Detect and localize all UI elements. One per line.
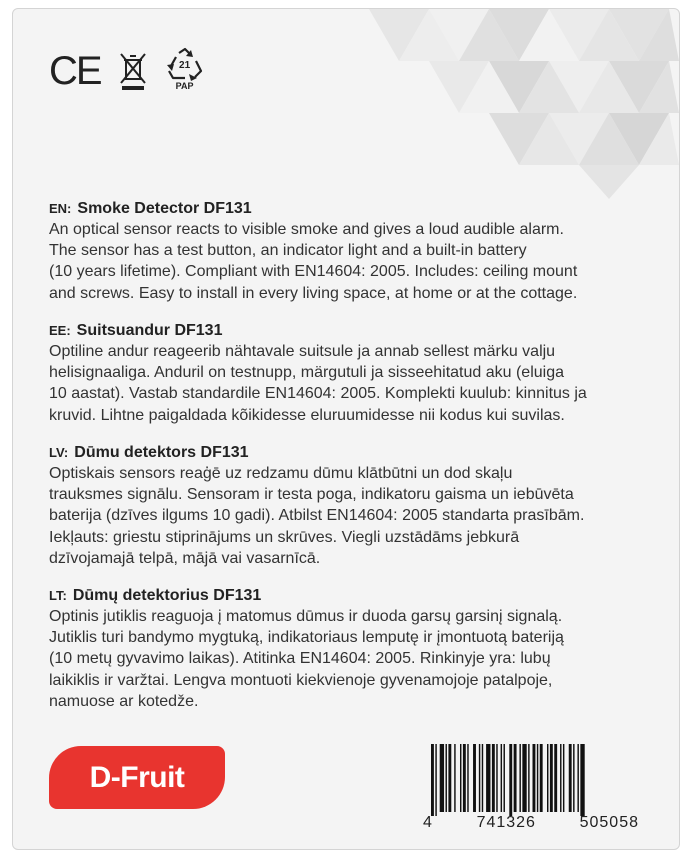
language-code: LT:	[49, 588, 67, 603]
barcode-digits	[423, 814, 639, 832]
barcode-bar	[479, 744, 480, 812]
barcode-bar	[486, 744, 490, 812]
section-title: Dūmų detektorius DF131	[72, 587, 262, 604]
barcode-bar	[580, 744, 584, 816]
recycle-number: 21	[179, 60, 191, 71]
language-code: LV:	[49, 445, 69, 460]
crossed-bin-icon	[119, 51, 147, 91]
ce-mark: CE	[49, 49, 101, 93]
section-title: Dūmu detektors DF131	[74, 444, 249, 461]
brand-logo-text: D-Fruit	[89, 760, 185, 794]
section-body: Optiskais sensors reaģē uz redzamu dūmu klātbūtni un dod skaļu trauksmes signālu. Sensoram ir testa poga, indikatoru gaisma un iebūvēta baterija (dzīves ilgums 10 gadi). Atbilst EN14604: 2005 standarta prasībām. Iekļauts: griestu stiprinājums un skrūves. Viegli uzstādāms jebkurā dzīvojamajā telpā, mājā vai vasarnīcā.	[49, 465, 585, 567]
section-ee	[49, 321, 649, 426]
section-heading	[49, 199, 649, 219]
barcode-bar	[440, 744, 444, 812]
barcode-digits-right: 505058	[579, 814, 639, 831]
barcode-bar	[473, 744, 476, 812]
triangle-pattern	[13, 9, 679, 199]
barcode-bar	[528, 744, 529, 812]
barcode-bar	[496, 744, 497, 812]
certification-marks	[49, 47, 205, 91]
section-title: Smoke Detector DF131	[77, 200, 252, 217]
section-lt	[49, 586, 649, 712]
section-body: Optinis jutiklis reaguoja į matomus dūmus ir duoda garsų garsinį signalą. Jutiklis turi bandymo mygtuką, indikatoriaus lemputę ir įmontuotą bateriją (10 metų gyvavimo laikas). Atitinka EN14604: 2005. Rinkinyje yra: lubų laikiklis ir varžtai. Lengva montuoti kiekvienoje gyvenamojoje patalpoje, namuose ar kotedže.	[49, 608, 564, 710]
recycle-mark	[165, 47, 205, 91]
barcode-bar	[504, 744, 505, 812]
barcode-bar	[448, 744, 451, 812]
barcode-bar	[540, 744, 543, 812]
barcode-bar	[482, 744, 483, 812]
barcode-bar	[514, 744, 517, 812]
barcode-bar	[431, 744, 434, 816]
barcode-bar	[492, 744, 495, 812]
section-heading	[49, 443, 649, 463]
barcode-bar	[533, 744, 536, 812]
barcode-bar	[446, 744, 447, 812]
barcode-bar	[463, 744, 466, 812]
barcode-bar	[435, 744, 436, 816]
barcode-bar	[554, 744, 557, 812]
section-heading	[49, 321, 649, 341]
barcode-bar	[501, 744, 502, 812]
section-body: An optical sensor reacts to visible smoke and gives a loud audible alarm. The sensor has a test button, an indicator light and a built-in battery (10 years lifetime). Compliant with EN14604: 2005. Includes: ceiling mount and screws. Easy to install in every living space, at home or at the cottage.	[49, 221, 578, 302]
section-lv	[49, 443, 649, 569]
barcode-bar	[454, 744, 455, 812]
barcode-bar	[577, 744, 578, 812]
barcode-bar	[560, 744, 561, 812]
barcode-bar	[537, 744, 538, 812]
barcode-bar	[569, 744, 572, 812]
recycle-label: PAP	[175, 81, 194, 91]
section-title: Suitsuandur DF131	[76, 322, 223, 339]
section-heading	[49, 586, 649, 606]
barcode-bar	[460, 744, 461, 812]
barcode-bar	[519, 744, 520, 812]
section-body: Optiline andur reageerib nähtavale suitsule ja annab sellest märku valju helisignaaliga. Anduril on testnupp, märgutuli ja sisseehitatud aku (eluiga 10 aastat). Vastab standardile EN14604: 2005. Komplekti kuulub: kinnitus ja kruvid. Lihtne paigaldada kõikidesse eluruumidesse nii kodus kui suvilas.	[49, 343, 587, 424]
section-en	[49, 199, 649, 304]
language-code: EN:	[49, 201, 72, 216]
barcode-digit-prefix: 4	[423, 814, 433, 831]
barcode-bar	[467, 744, 468, 812]
barcode	[423, 744, 639, 844]
brand-logo	[49, 746, 225, 809]
package-back	[12, 8, 680, 850]
barcode-bar	[509, 744, 512, 816]
barcode-bars	[427, 744, 639, 816]
barcode-bar	[547, 744, 548, 812]
language-code: EE:	[49, 323, 71, 338]
barcode-bar	[550, 744, 553, 812]
barcode-bar	[563, 744, 564, 812]
barcode-digits-left: 741326	[476, 814, 536, 831]
barcode-bar	[522, 744, 526, 812]
barcode-bar	[573, 744, 574, 812]
